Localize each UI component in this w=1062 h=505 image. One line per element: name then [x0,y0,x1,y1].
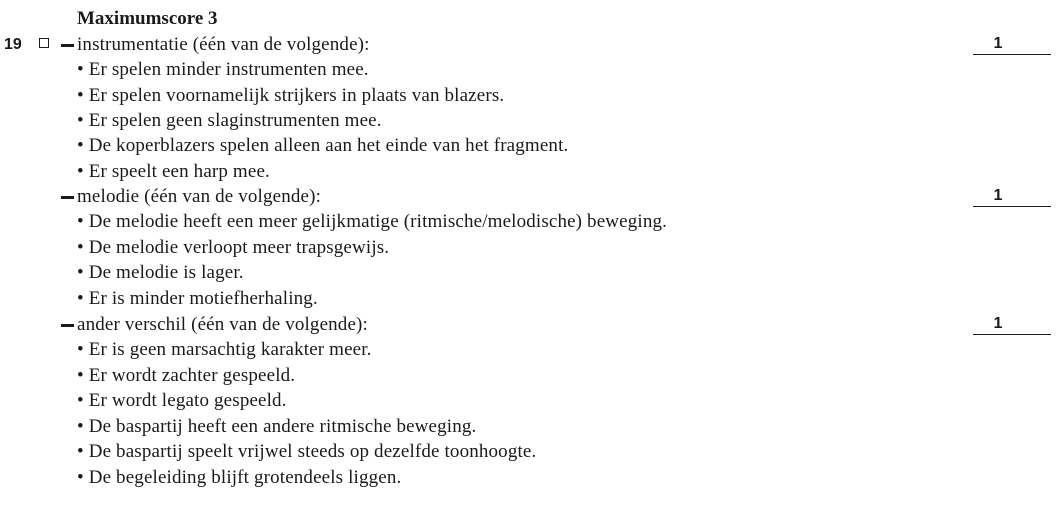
bullet-item: • Er is geen marsachtig karakter meer. [77,339,372,360]
bullet-item: • De begeleiding blijft grotendeels liggen. [77,467,402,488]
criterion-dash-icon [61,324,74,327]
criterion-points: 1 [993,35,1003,52]
score-underline [973,334,1051,335]
max-score-heading: Maximumscore 3 [77,8,218,29]
checkbox-icon [39,38,49,48]
criterion-label: instrumentatie (één van de volgende): [77,34,370,55]
criterion-points: 1 [993,187,1003,204]
bullet-item: • Er wordt zachter gespeeld. [77,365,296,386]
bullet-item: • De baspartij heeft een andere ritmische beweging. [77,416,477,437]
bullet-item: • Er speelt een harp mee. [77,161,270,182]
question-number: 19 [4,36,22,53]
bullet-item: • Er spelen geen slaginstrumenten mee. [77,110,382,131]
criterion-label: melodie (één van de volgende): [77,186,322,207]
bullet-item: • Er spelen minder instrumenten mee. [77,59,369,80]
criterion-points: 1 [993,315,1003,332]
criterion-dash-icon [61,44,74,47]
bullet-item: • De melodie is lager. [77,262,244,283]
bullet-item: • Er spelen voornamelijk strijkers in plaats van blazers. [77,85,505,106]
score-underline [973,54,1051,55]
bullet-item: • De melodie heeft een meer gelijkmatige (ritmische/melodische) beweging. [77,211,668,232]
criterion-label: ander verschil (één van de volgende): [77,314,368,335]
bullet-item: • Er is minder motiefherhaling. [77,288,318,309]
bullet-item: • De baspartij speelt vrijwel steeds op dezelfde toonhoogte. [77,441,537,462]
criterion-dash-icon [61,196,74,199]
bullet-item: • De melodie verloopt meer trapsgewijs. [77,237,390,258]
score-underline [973,206,1051,207]
bullet-item: • Er wordt legato gespeeld. [77,390,287,411]
bullet-item: • De koperblazers spelen alleen aan het einde van het fragment. [77,135,569,156]
